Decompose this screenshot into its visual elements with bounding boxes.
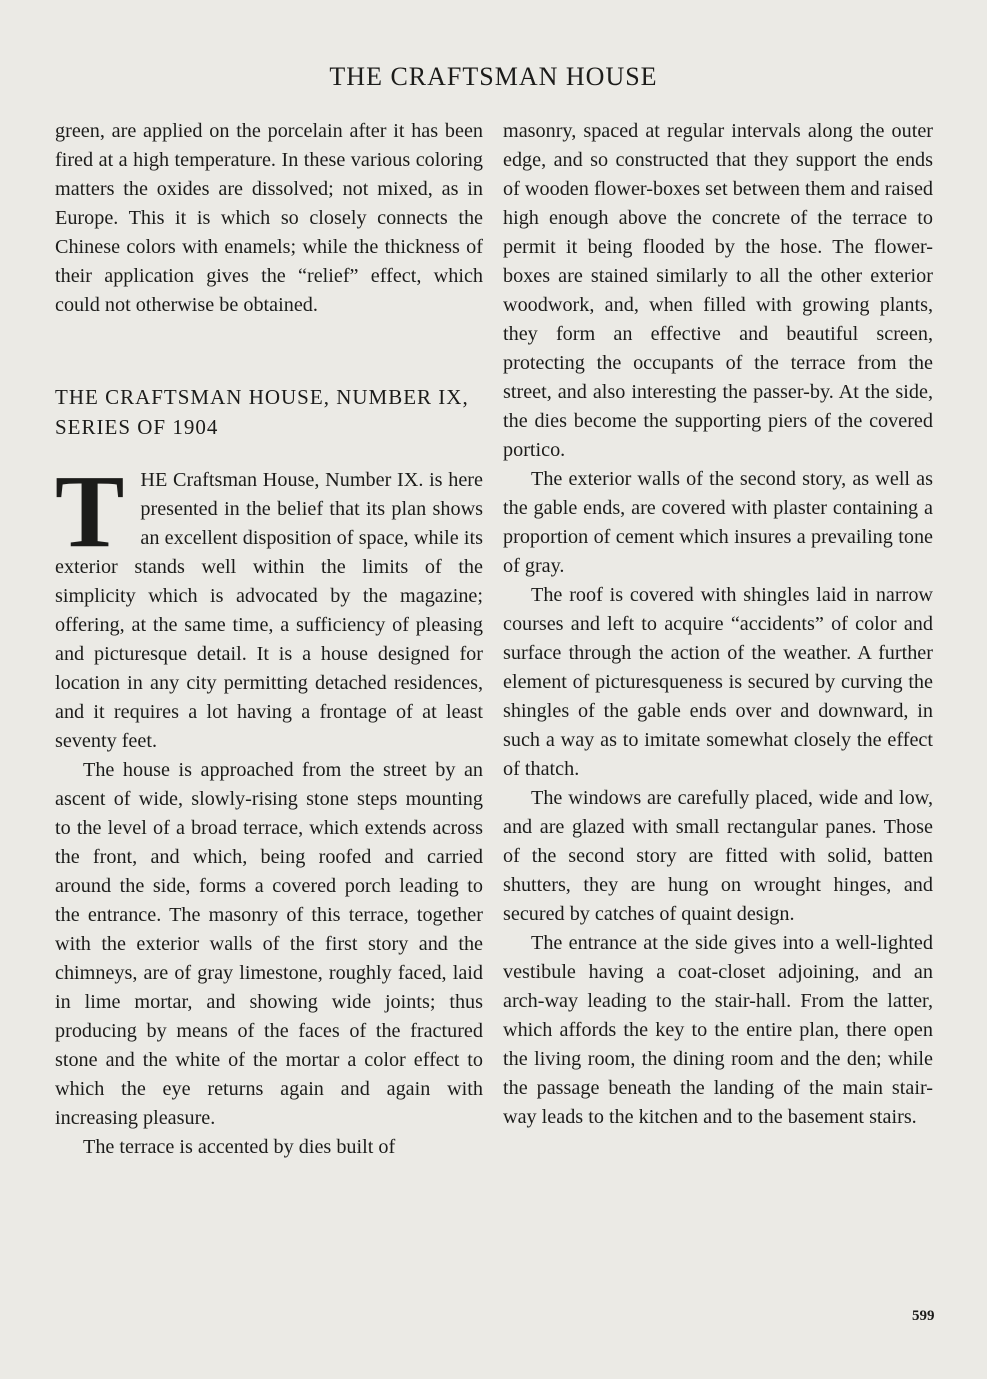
- body-paragraph: The windows are carefully placed, wide and low, and are glazed with small rectangular panes. Those of the second story are fitted with solid, batten shutters, they are hung on wrought hinges, and secured by catches of quaint design.: [503, 787, 933, 925]
- page-number: 599: [912, 1308, 935, 1324]
- drop-cap: T: [55, 454, 125, 569]
- left-column: [55, 117, 483, 1162]
- lead-paragraph-text: HE Craftsman House, Number IX. is here presented in the belief that its plan shows an excellent disposition of space, while its exterior stands well within the limits of the simplicity which is advocated by the magazine; offering, at the same time, a sufficiency of pleasing and picturesque detail. It is a house designed for location in any city permitting detached residences, and it requires a lot having a frontage of at least seventy feet.: [55, 469, 483, 752]
- body-paragraph: The entrance at the side gives into a well-lighted vestibule having a coat-closet adjoining, and an arch-way leading to the stair-hall. From the latter, which affords the key to the entire plan, there open the living room, the dining room and the den; while the passage beneath the landing of the main stair-way leads to the kitchen and to the basement stairs.: [503, 932, 933, 1128]
- right-column: [503, 117, 933, 1132]
- body-paragraph: The house is approached from the street by an ascent of wide, slowly-rising stone steps mounting to the level of a broad terrace, which extends across the front, and which, being roofed and carried around the side, forms a covered porch leading to the entrance. The masonry of this terrace, together with the exterior walls of the first story and the chimneys, are of gray limestone, roughly faced, laid in lime mortar, and showing wide joints; thus producing by means of the faces of the fractured stone and the white of the mortar a color effect to which the eye returns again and again with increasing pleasure.: [55, 759, 483, 1129]
- continued-paragraph: green, are applied on the porcelain after it has been fired at a high temperature. In these various coloring matters the oxides are dissolved; not mixed, as in Europe. This it is which so closely connects the Chinese colors with enamels; while the thickness of their application gives the “relief” effect, which could not otherwise be obtained.: [55, 120, 483, 316]
- body-paragraph: The terrace is accented by dies built of: [83, 1136, 396, 1158]
- article-title: THE CRAFTSMAN HOUSE, NUMBER IX, SERIES OF 1904: [55, 385, 469, 439]
- body-paragraph: The roof is covered with shingles laid in narrow courses and left to acquire “accidents” of color and surface through the action of the weather. A further element of picturesqueness is secured by curving the shingles of the gable ends over and downward, in such a way as to imitate somewhat closely the effect of thatch.: [503, 584, 933, 780]
- running-header: THE CRAFTSMAN HOUSE: [329, 62, 658, 91]
- lead-paragraph: [55, 454, 483, 756]
- body-paragraph: masonry, spaced at regular intervals along the outer edge, and so constructed that they support the ends of wooden flower-boxes set between them and raised high enough above the concrete of the terrace to permit it being flooded by the hose. The flower-boxes are stained similarly to all the other exterior woodwork, and, when filled with growing plants, they form an effective and beautiful screen, protecting the occupants of the terrace from the street, and also interesting the passer-by. At the side, the dies become the supporting piers of the covered portico.: [503, 120, 933, 461]
- body-paragraph: The exterior walls of the second story, as well as the gable ends, are covered with plaster containing a proportion of cement which insures a prevailing tone of gray.: [503, 468, 933, 577]
